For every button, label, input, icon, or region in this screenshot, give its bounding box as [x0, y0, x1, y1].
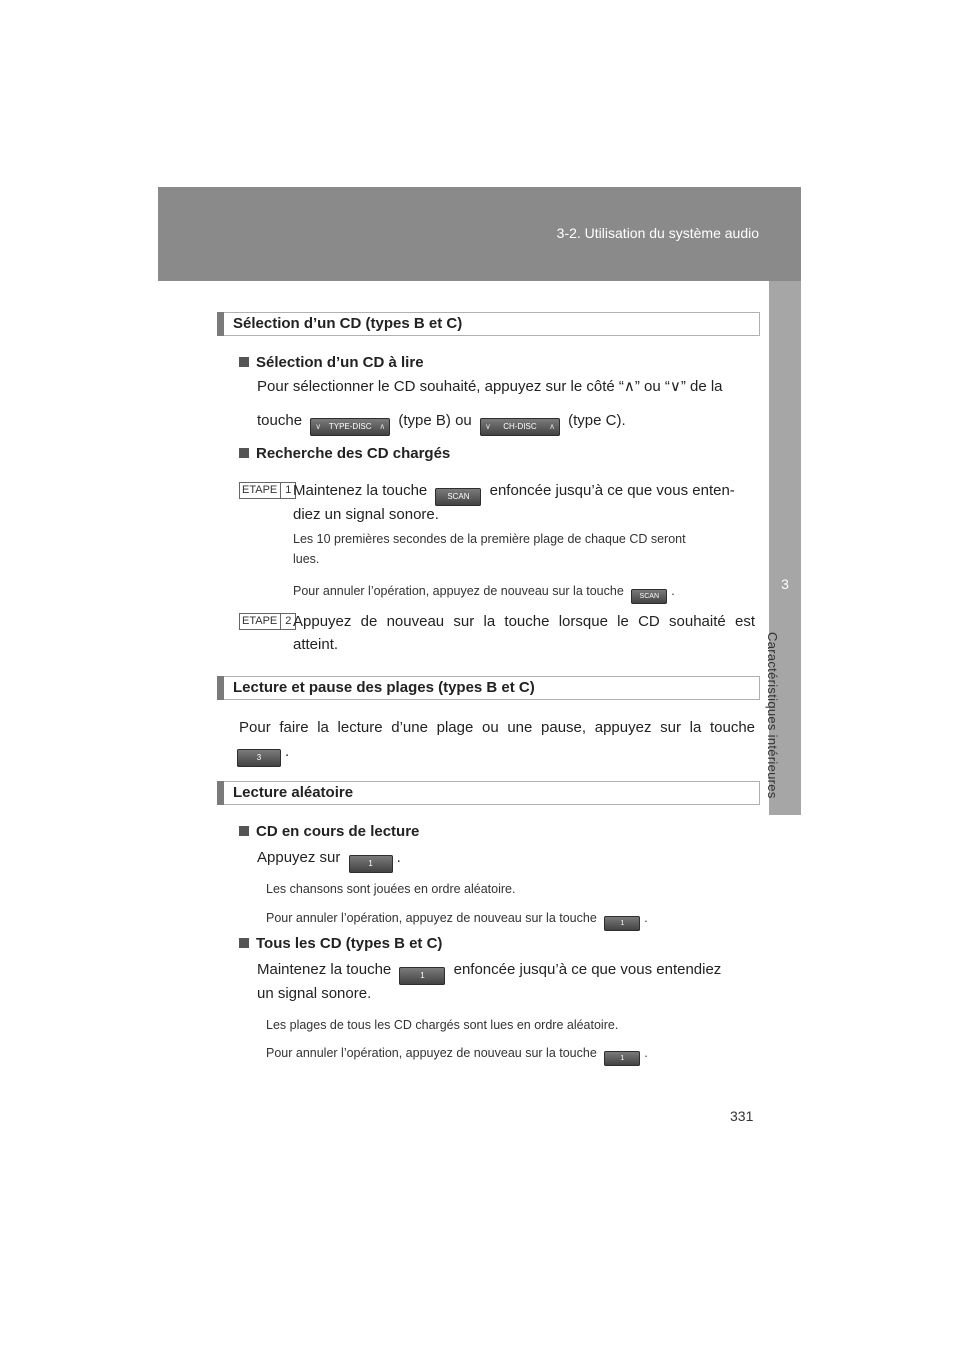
- paragraph-select-line2: [257, 409, 626, 436]
- step-word: ETAPE: [242, 484, 278, 496]
- subheading-text: Recherche des CD chargés: [256, 445, 451, 462]
- subheading-text: Sélection d’un CD à lire: [256, 354, 424, 371]
- text: Maintenez la touche: [293, 482, 428, 499]
- text: .: [644, 1046, 648, 1060]
- text: Pour annuler l’opération, appuyez de nouveau sur la touche: [266, 911, 597, 925]
- note-cancel-random: [266, 908, 648, 931]
- paragraph-select-line1: Pour sélectionner le CD souhaité, appuyez sur le côté “∧” ou “∨” de la: [257, 378, 723, 395]
- note-cancel-all-random: [266, 1043, 648, 1066]
- step-number: 2: [280, 614, 295, 629]
- section-heading-text: Lecture aléatoire: [233, 784, 354, 801]
- ch-disc-button[interactable]: [480, 418, 560, 436]
- section-heading-random: [217, 781, 760, 805]
- button-1-hold[interactable]: 1: [399, 967, 445, 985]
- note-all-random: Les plages de tous les CD chargés sont lues en ordre aléatoire.: [266, 1018, 619, 1032]
- chevron-down-icon: ∨: [484, 422, 491, 431]
- button-1-small[interactable]: 1: [604, 1051, 640, 1066]
- paragraph-hold-1: [257, 958, 721, 985]
- step2-line2: atteint.: [293, 636, 339, 653]
- text: enfoncée jusqu’à ce que vous entendiez: [453, 961, 722, 978]
- button-1-small[interactable]: 1: [604, 916, 640, 931]
- subheading-all-cds: [239, 935, 442, 952]
- bullet-square-icon: [239, 357, 249, 367]
- paragraph-play-pause-line2: [237, 740, 289, 767]
- page-number: 331: [730, 1108, 754, 1124]
- bullet-square-icon: [239, 448, 249, 458]
- subheading-text: Tous les CD (types B et C): [256, 935, 443, 952]
- text: enfoncée jusqu’à ce que vous enten-: [489, 482, 735, 499]
- chevron-down-icon: ∨: [315, 422, 322, 431]
- text: (type B) ou: [398, 412, 472, 429]
- text: .: [285, 743, 290, 760]
- step-badge-2: [239, 613, 296, 630]
- subheading-select-cd: [239, 354, 424, 371]
- paragraph-play-pause: Pour faire la lecture d’une plage ou une pause, appuyez sur la touche: [239, 719, 755, 736]
- subheading-search-cd: [239, 445, 450, 462]
- paragraph-press-1: [257, 846, 401, 873]
- step2-line1: Appuyez de nouveau sur la touche lorsque le CD souhaité est: [293, 613, 755, 630]
- step-badge-1: [239, 482, 296, 499]
- text: touche: [257, 412, 303, 429]
- chapter-number: 3: [781, 576, 789, 592]
- note-random-order: Les chansons sont jouées en ordre aléatoire.: [266, 882, 516, 896]
- button-label: TYPE-DISC: [328, 422, 372, 431]
- scan-button[interactable]: SCAN: [435, 488, 481, 506]
- text: Maintenez la touche: [257, 961, 392, 978]
- step-word: ETAPE: [242, 615, 278, 627]
- header-band: [158, 187, 801, 281]
- text: Pour annuler l’opération, appuyez de nouveau sur la touche: [266, 1046, 597, 1060]
- bullet-square-icon: [239, 938, 249, 948]
- note-cancel-scan: [293, 581, 675, 604]
- chevron-up-icon: ∧: [549, 422, 555, 431]
- type-disc-button[interactable]: [310, 418, 390, 436]
- button-label: CH-DISC: [503, 422, 537, 431]
- chevron-up-icon: ∧: [379, 422, 386, 431]
- note-first-seconds: Les 10 premières secondes de la première plage de chaque CD seront: [293, 532, 686, 546]
- scan-button-small[interactable]: SCAN: [631, 589, 667, 604]
- section-heading-text: Sélection d’un CD (types B et C): [233, 315, 463, 332]
- subheading-current-cd: [239, 823, 419, 840]
- text: .: [671, 584, 675, 598]
- text: Appuyez sur: [257, 849, 341, 866]
- step1-line2: diez un signal sonore.: [293, 506, 439, 523]
- section-title: 3-2. Utilisation du système audio: [556, 225, 759, 241]
- button-3[interactable]: 3: [237, 749, 281, 767]
- section-heading-cd-selection: [217, 312, 760, 336]
- text: Pour annuler l’opération, appuyez de nouveau sur la touche: [293, 584, 624, 598]
- text: .: [396, 849, 401, 866]
- chapter-label: Caractéristiques intérieures: [765, 632, 780, 799]
- bullet-square-icon: [239, 826, 249, 836]
- step1-line1: [293, 479, 735, 506]
- step-number: 1: [280, 483, 295, 498]
- section-heading-text: Lecture et pause des plages (types B et C): [233, 679, 535, 696]
- section-heading-play-pause: [217, 676, 760, 700]
- text: .: [644, 911, 648, 925]
- subheading-text: CD en cours de lecture: [256, 823, 420, 840]
- button-1[interactable]: 1: [349, 855, 393, 873]
- note-first-seconds-cont: lues.: [293, 552, 320, 566]
- text: (type C).: [568, 412, 626, 429]
- paragraph-hold-1-line2: un signal sonore.: [257, 985, 372, 1002]
